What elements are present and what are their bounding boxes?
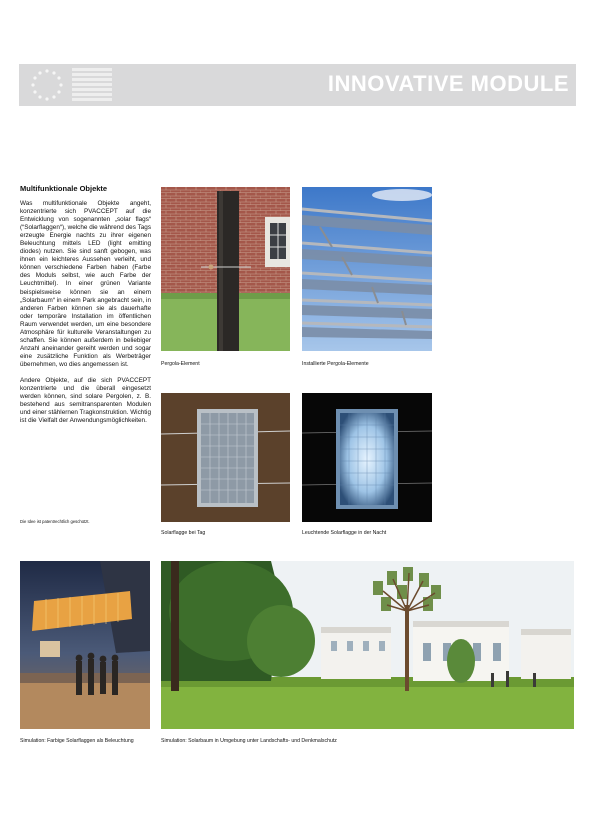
photo-simulation-solar-tree [161,561,574,729]
caption-installed-pergola: Installierte Pergola-Elemente [302,361,369,367]
photo-solar-flag-night [302,393,432,522]
article-heading: Multifunktionale Objekte [20,184,108,193]
caption-pergola-element: Pergola-Element [161,361,200,367]
photo-installed-pergola [302,187,432,351]
caption-simulation-colored-flags: Simulation: Farbige Solarflaggen als Beleuchtung [20,738,134,744]
photo-solar-flag-day [161,393,290,522]
caption-solar-flag-night: Leuchtende Solarflagge in der Nacht [302,530,387,536]
photo-pergola-element [161,187,290,351]
article-paragraph: Andere Objekte, auf die sich PVACCEPT konzentrierte und die überall eingesetzt werden können, sind solare Pergolen, z. B. bestehend aus semitransparenten Modulen und einer stählernen Tragkonstruktion. Wichtig ist die Vielfalt der Anwendungsmöglichkeiten. [20,376,151,425]
photo-simulation-colored-flags [20,561,150,729]
caption-solar-flag-day: Solarflagge bei Tag [161,530,206,536]
article-body [20,200,151,433]
logo-text-lines [72,68,112,103]
caption-simulation-solar-tree: Simulation: Solarbaum in Umgebung unter Landschafts- und Denkmalschutz [161,738,337,744]
patent-footnote: Die Idee ist patentrechtlich geschützt. [20,519,90,524]
page-title: INNOVATIVE MODULE [327,71,569,96]
article-paragraph: Was multifunktionale Objekte angeht, konzentrierte sich PVACCEPT auf die Entwicklung von sogenannten „solar flags“ (“Solarflaggen“), welche die während des Tags erzeugte Energie nachts zu ihrer eigenen Beleuchtung mittels LED (light emitting diodes) nutzen. Sie sind sanft gebogen, was ihnen ein leichteres Aussehen verleiht, und können verschiedene Farben haben (Farbe des Moduls selbst, wie auch Farbe der Leuchtmittel). In einer grünen Variante beispielsweise können sie an einem „Solarbaum“ in einem Park angebracht sein, in anderen Farben können sie als dauerhafte oder temporäre Installation im öffentlichen Raum verwendet werden, um eine besondere Atmosphäre für kulturelle Veranstaltungen zu schaffen. Sie können außerdem in beliebiger Anzahl aneinander gereiht werden und sogar eine zusätzliche Funktion als Werbeträger übernehmen, wo dies angemessen ist. [20,200,151,368]
